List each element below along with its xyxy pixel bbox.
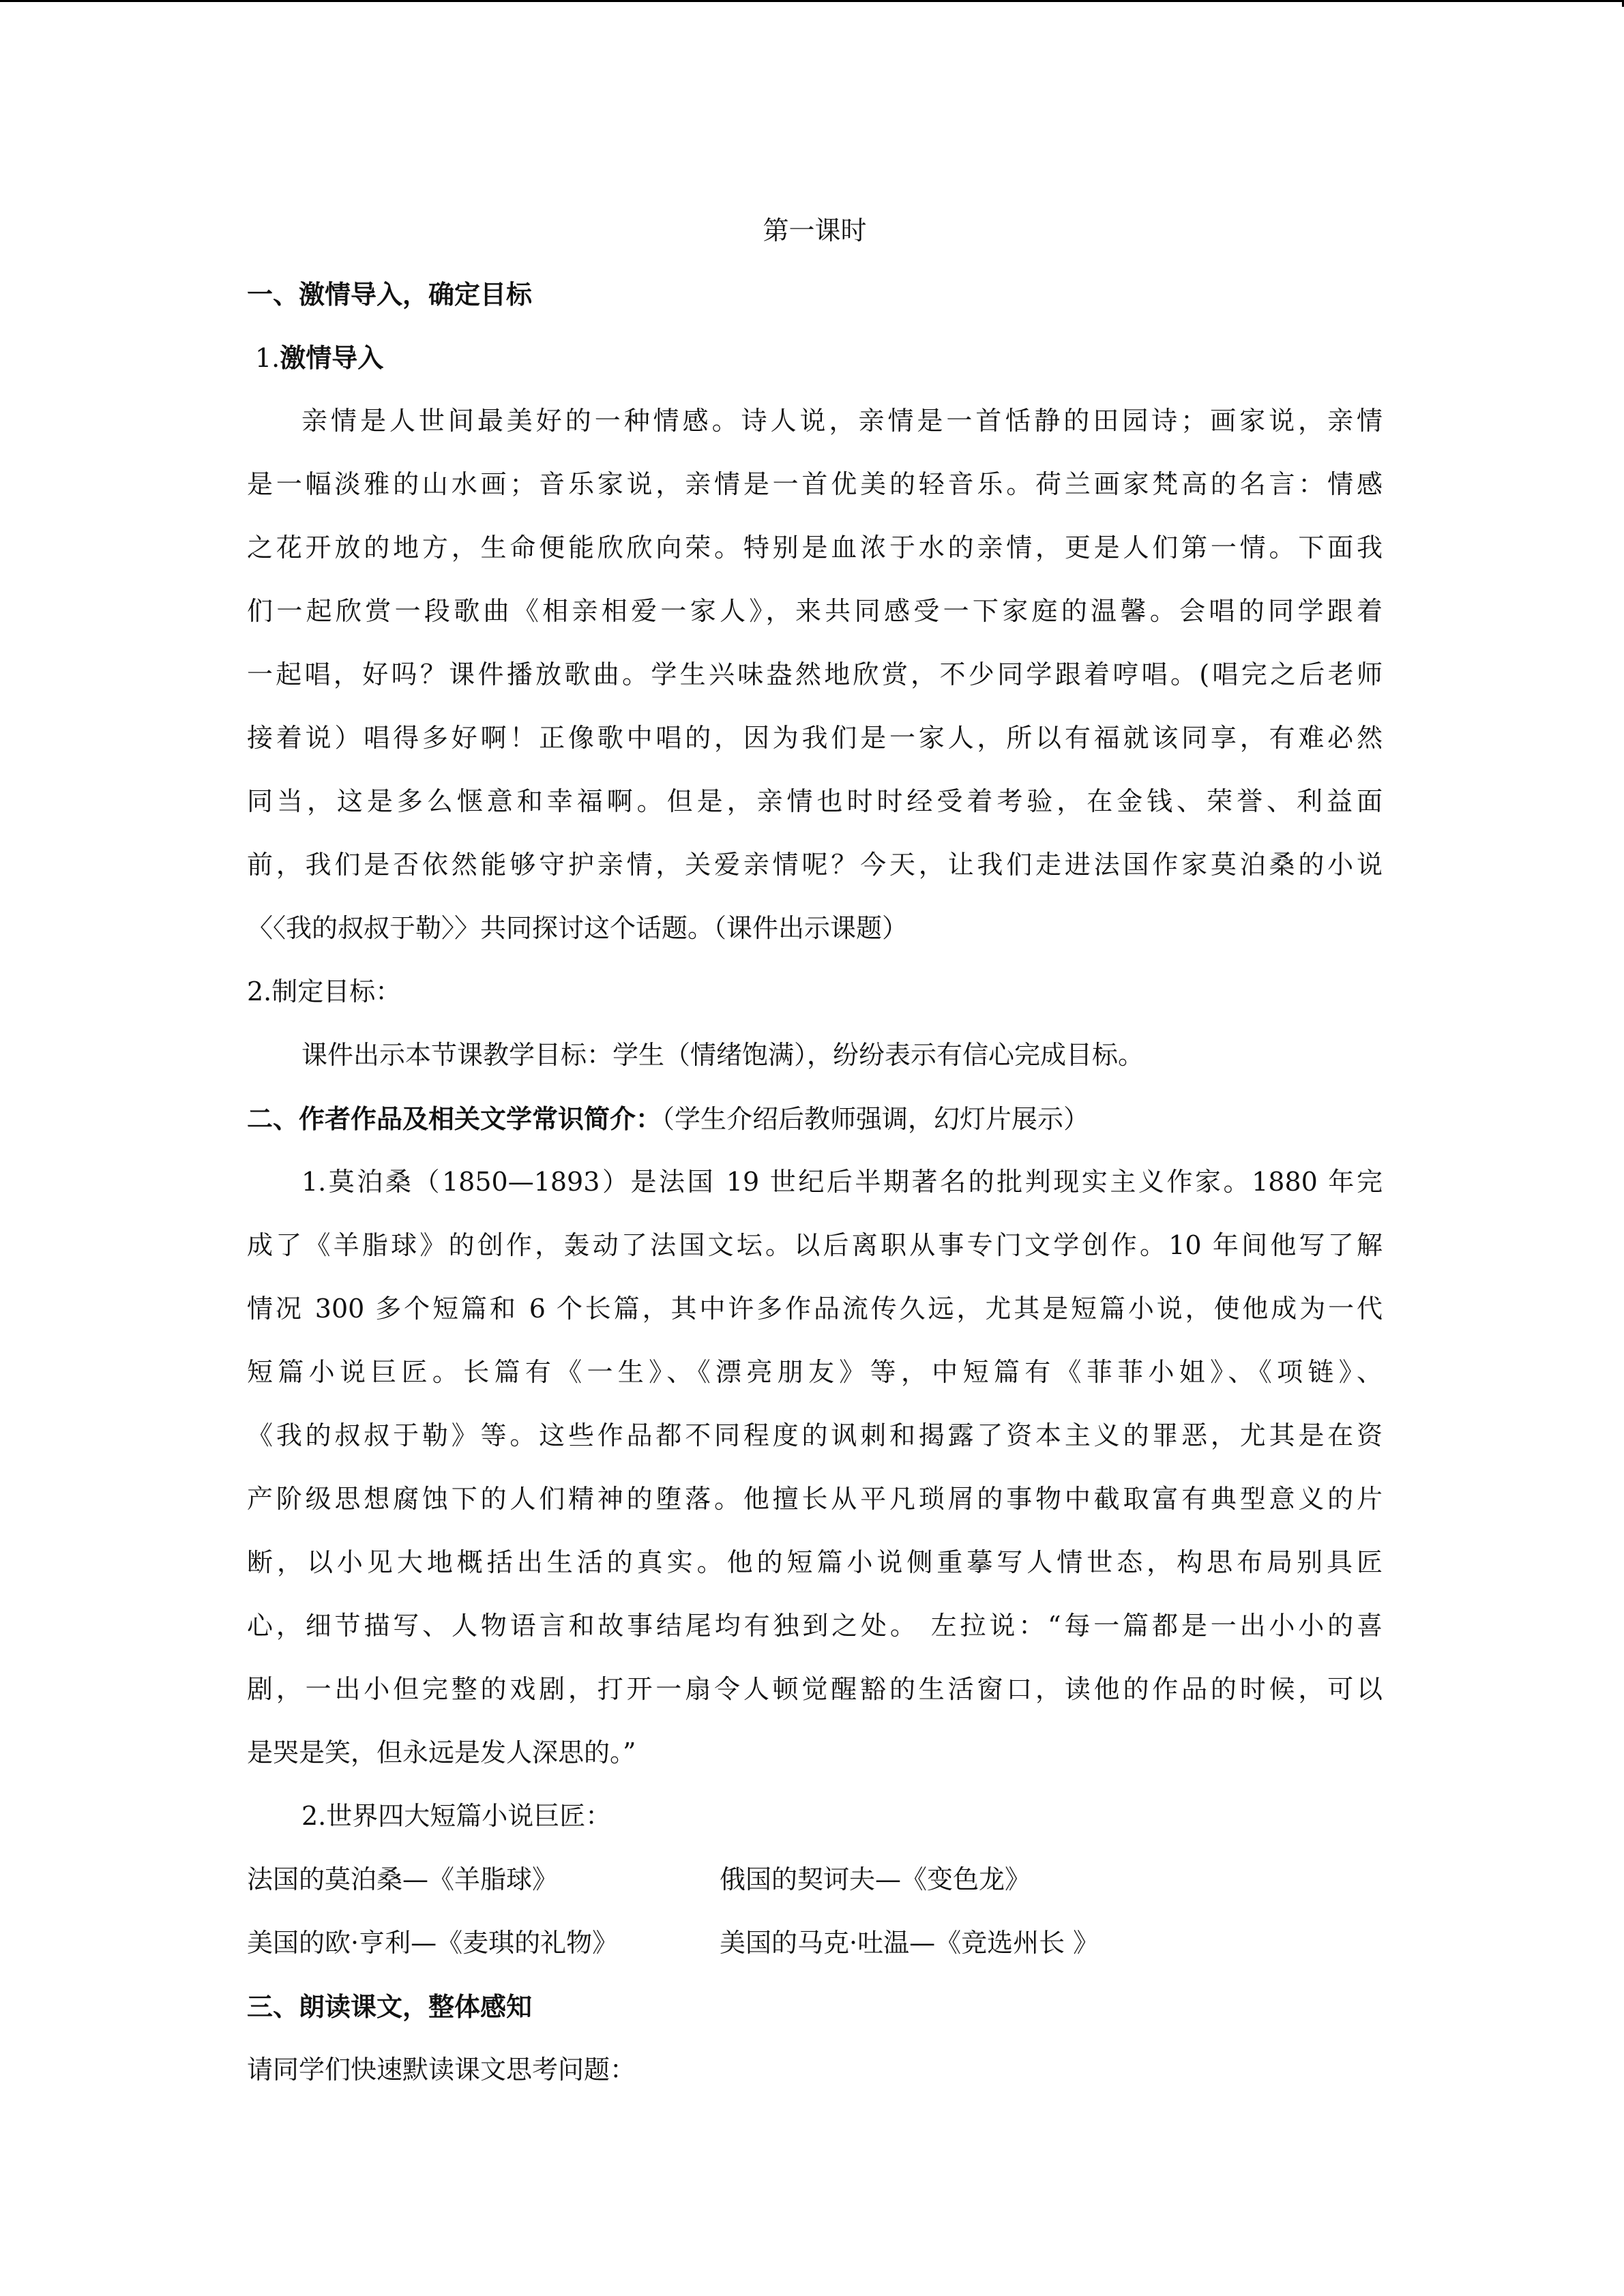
paragraph-line: 之花开放的地方，生命便能欣欣向荣。特别是血浓于水的亲情，更是人们第一情。下面我 xyxy=(247,533,1383,563)
goal-paragraph: 课件出示本节课教学目标：学生（情绪饱满），纷纷表示有信心完成目标。 xyxy=(301,1040,1145,1070)
subsection-1-2-heading: 2.制定目标： xyxy=(247,976,402,1007)
master-entry: 法国的莫泊桑—《羊脂球》 xyxy=(247,1864,559,1894)
master-entry: 美国的马克·吐温—《竞选州长 》 xyxy=(720,1928,1099,1958)
subsection-number: 1. xyxy=(255,343,280,373)
subsection-2-2-heading: 2.世界四大短篇小说巨匠： xyxy=(301,1801,612,1831)
paragraph-line: 一起唱，好吗？课件播放歌曲。学生兴味盎然地欣赏，不少同学跟着哼唱。(唱完之后老师 xyxy=(247,659,1383,689)
document-body xyxy=(247,199,1383,2102)
top-border-line xyxy=(0,0,1624,2)
paragraph-line: 亲情是人世间最美好的一种情感。诗人说，亲情是一首恬静的田园诗；画家说，亲情 xyxy=(301,406,1383,436)
paragraph-line: 情况 300 多个短篇和 6 个长篇，其中许多作品流传久远，尤其是短篇小说，使他成为一代 xyxy=(247,1294,1383,1324)
paragraph-line: 〈〈我的叔叔于勒〉〉共同探讨这个话题。（课件出示课题） xyxy=(247,913,909,943)
paragraph-line: 成了《羊脂球》的创作，轰动了法国文坛。以后离职从事专门文学创作。10 年间他写了解 xyxy=(247,1230,1383,1260)
masters-row xyxy=(247,1911,1383,1975)
paragraph-line: 同当，这是多么惬意和幸福啊。但是，亲情也时时经受着考验，在金钱、荣誉、利益面 xyxy=(247,786,1383,816)
section-2-note: （学生介绍后教师强调，幻灯片展示） xyxy=(662,1104,1090,1134)
section-2-title: 二、作者作品及相关文学常识简介： xyxy=(247,1103,662,1134)
intro-paragraph xyxy=(247,389,1383,960)
subsection-1-1-heading xyxy=(247,326,1383,389)
paragraph-line: 接着说）唱得多好啊！正像歌中唱的，因为我们是一家人，所以有福就该同享，有难必然 xyxy=(247,723,1383,753)
paragraph-line: 产阶级思想腐蚀下的人们精神的堕落。他擅长从平凡琐屑的事物中截取富有典型意义的片 xyxy=(247,1484,1383,1514)
section-2-heading xyxy=(247,1087,1383,1150)
paragraph-line: 是哭是笑，但永远是发人深思的。” xyxy=(247,1738,636,1768)
author-paragraph xyxy=(247,1150,1383,1785)
section-3-heading: 三、朗读课文，整体感知 xyxy=(247,1991,533,2022)
lesson-title: 第一课时 xyxy=(763,215,867,245)
paragraph-line: 《我的叔叔于勒》等。这些作品都不同程度的讽刺和揭露了资本主义的罪恶，尤其是在资 xyxy=(247,1420,1383,1450)
subsection-title: 激情导入 xyxy=(280,342,384,373)
master-entry: 俄国的契诃夫—《变色龙》 xyxy=(720,1864,1031,1894)
paragraph-line: 们一起欣赏一段歌曲《相亲相爱一家人》，来共同感受一下家庭的温馨。会唱的同学跟着 xyxy=(247,596,1383,626)
section-1-heading: 一、激情导入，确定目标 xyxy=(247,279,533,310)
master-entry: 美国的欧·亨利—《麦琪的礼物》 xyxy=(247,1928,619,1958)
paragraph-line: 是一幅淡雅的山水画；音乐家说，亲情是一首优美的轻音乐。荷兰画家梵高的名言：情感 xyxy=(247,469,1383,499)
section-3-paragraph: 请同学们快速默读课文思考问题： xyxy=(247,2055,636,2085)
paragraph-line: 剧，一出小但完整的戏剧，打开一扇令人顿觉醒豁的生活窗口，读他的作品的时候，可以 xyxy=(247,1674,1383,1704)
paragraph-line: 前，我们是否依然能够守护亲情，关爱亲情呢？今天，让我们走进法国作家莫泊桑的小说 xyxy=(247,850,1383,880)
paragraph-line: 断，以小见大地概括出生活的真实。他的短篇小说侧重摹写人情世态，构思布局别具匠 xyxy=(247,1547,1383,1577)
paragraph-line: 心，细节描写、人物语言和故事结尾均有独到之处。 左拉说：“每一篇都是一出小小的喜 xyxy=(247,1611,1383,1641)
masters-row xyxy=(247,1848,1383,1911)
paragraph-line: 1.莫泊桑（1850—1893）是法国 19 世纪后半期著名的批判现实主义作家。1880 年完 xyxy=(301,1167,1383,1197)
paragraph-line: 短篇小说巨匠。长篇有《一生》、《漂亮朋友》等，中短篇有《菲菲小姐》、《项链》、 xyxy=(247,1357,1383,1387)
